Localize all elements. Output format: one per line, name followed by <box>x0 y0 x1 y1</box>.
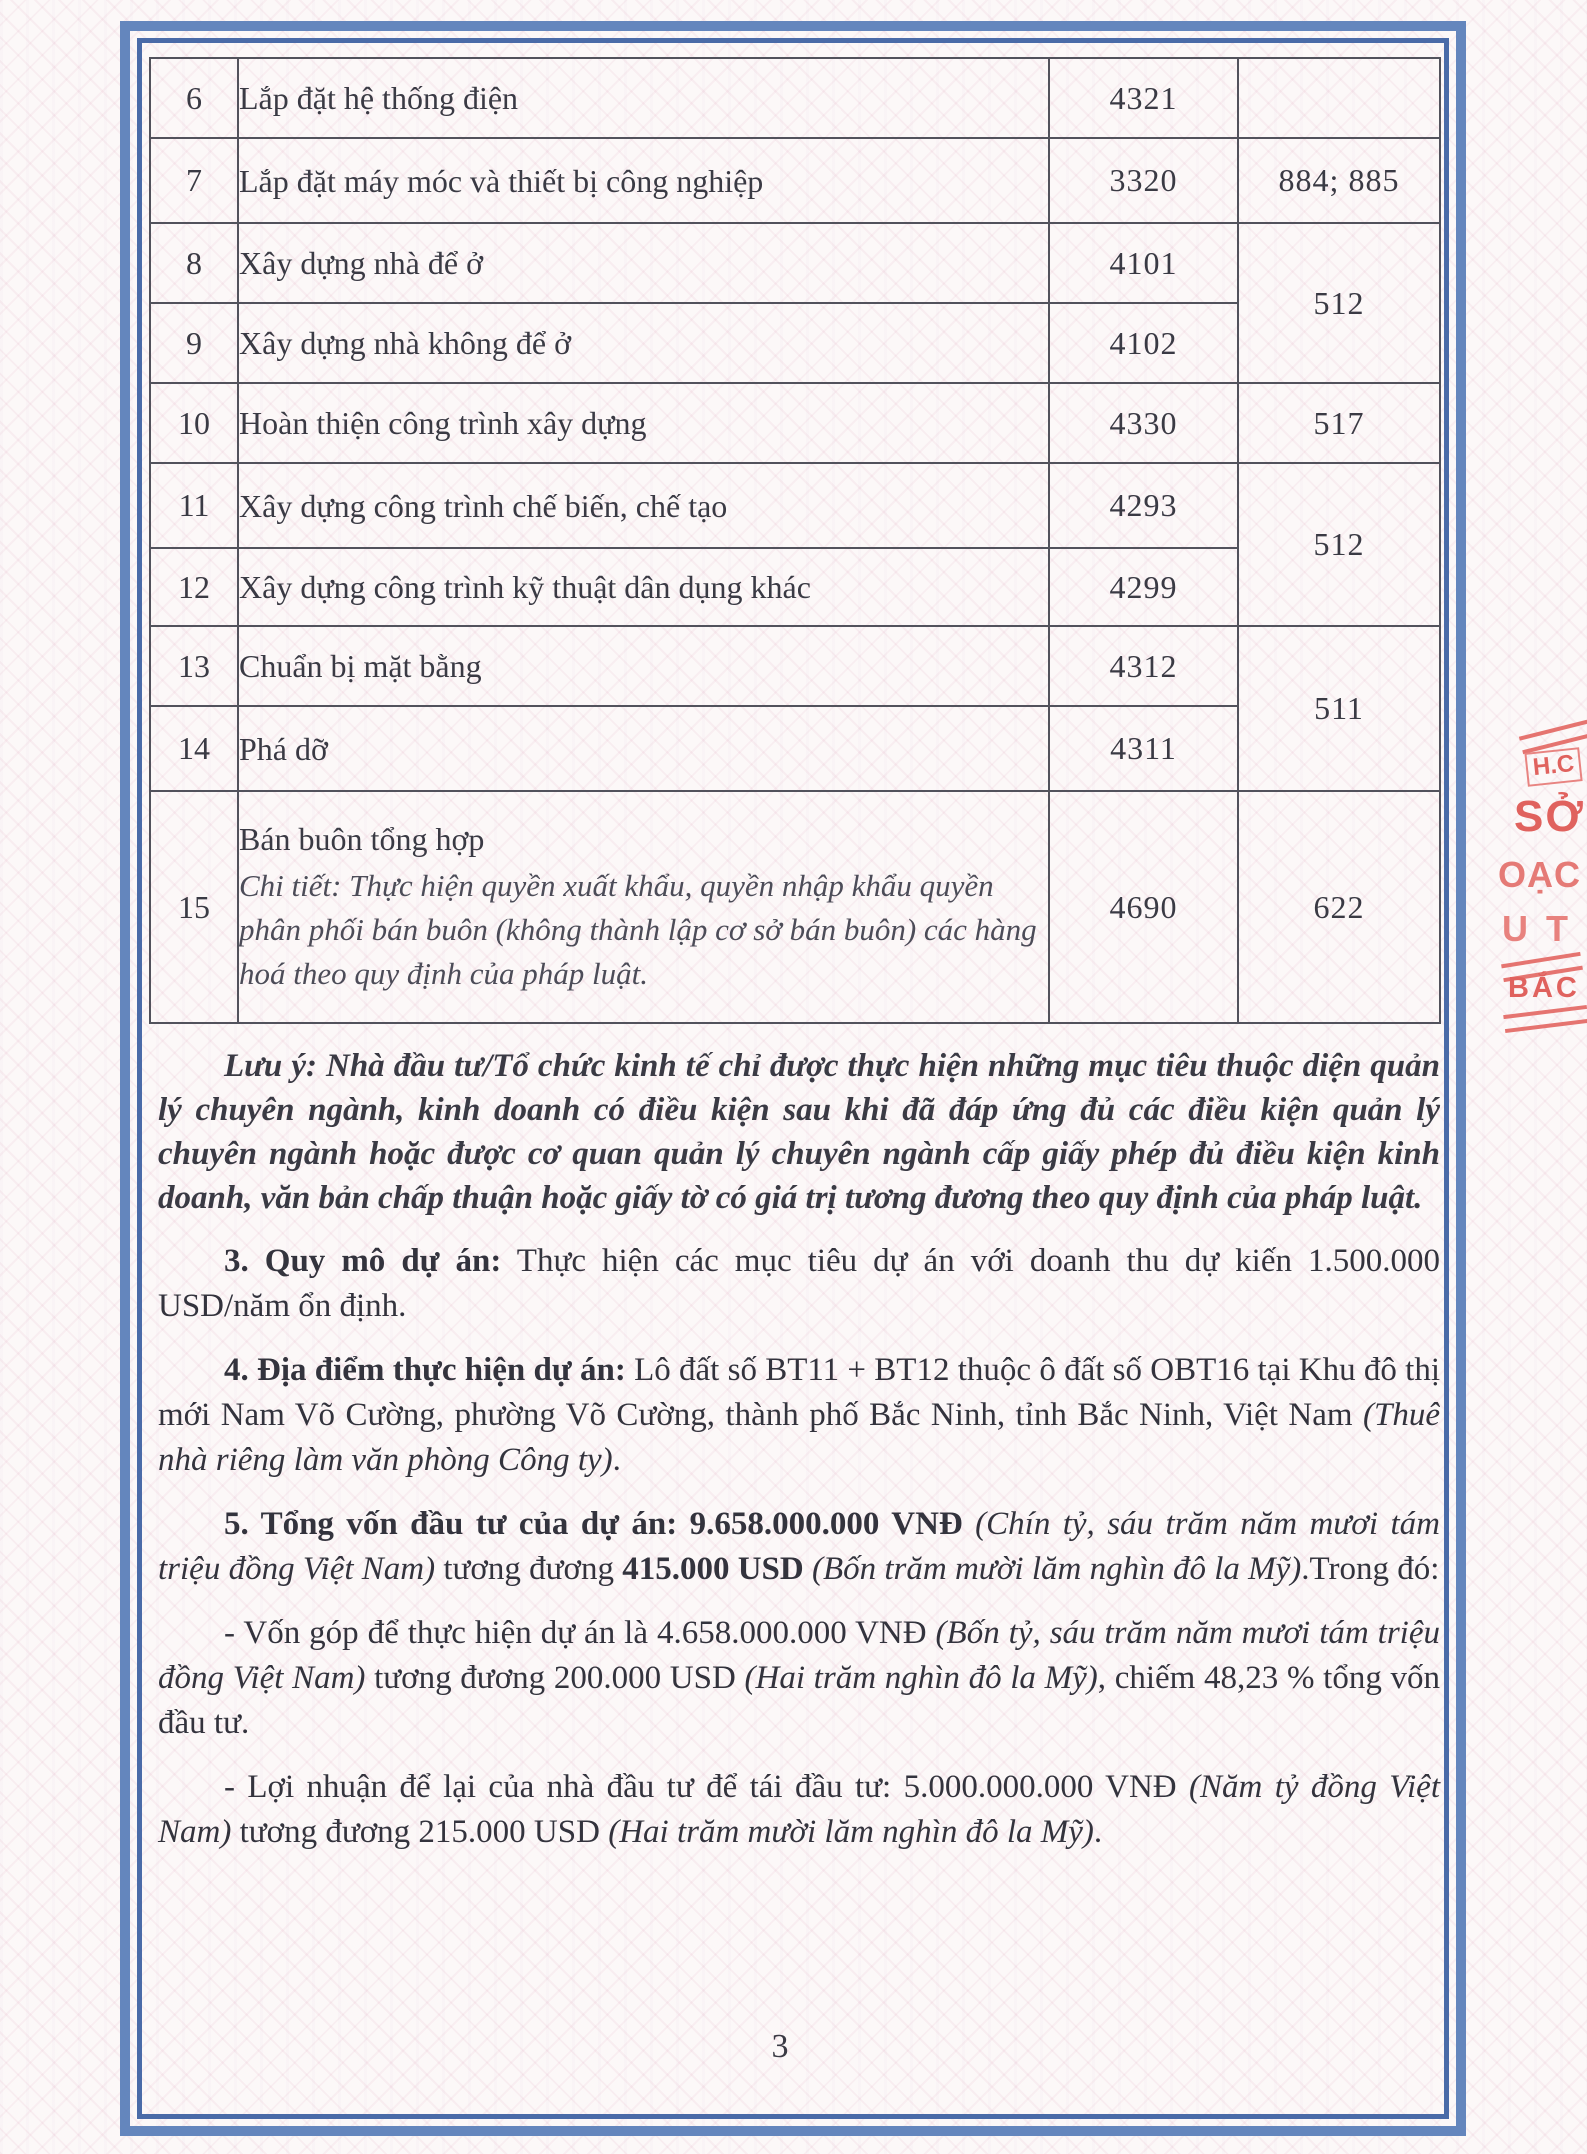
amount-words-vnd: (Bốn tỷ, sáu trăm năm mươi tám triệu đồng Việt Nam) <box>158 1615 1440 1696</box>
table-row <box>150 58 1440 138</box>
business-line-name: Chuẩn bị mặt bằng <box>238 626 1049 706</box>
vsic-code: 4690 <box>1049 791 1238 1023</box>
bullet-text: tương đương 215.000 USD <box>231 1814 609 1850</box>
table-row <box>150 791 1440 1023</box>
vsic-code: 4293 <box>1049 463 1238 548</box>
page-number: 3 <box>771 2028 789 2065</box>
cpc-code: 512 <box>1238 223 1440 383</box>
bullet-text: tương đương 200.000 USD <box>365 1660 745 1696</box>
vsic-code: 4102 <box>1049 303 1238 383</box>
business-line-name: Lắp đặt hệ thống điện <box>238 58 1049 138</box>
vsic-code: 4312 <box>1049 626 1238 706</box>
section-text: .Trong đó: <box>1301 1551 1440 1587</box>
section-label: 4. Địa điểm thực hiện dự án: <box>224 1352 626 1388</box>
section-total-capital <box>158 1502 1440 1592</box>
cpc-code: 884; 885 <box>1238 138 1440 223</box>
bullet-retained-profit <box>158 1765 1440 1855</box>
note-paragraph: Lưu ý: Nhà đầu tư/Tổ chức kinh tế chỉ được thực hiện những mục tiêu thuộc diện quản lý chuyên ngành, kinh doanh có điều kiện sau khi đã đáp ứng đủ các điều kiện quản lý chuyên ngành hoặc được cơ quan quản lý chuyên ngành cấp giấy phép đủ điều kiện kinh doanh, văn bản chấp thuận hoặc giấy tờ có giá trị tương đương theo quy định của pháp luật. <box>158 1048 1440 1216</box>
section-text: tương đương <box>435 1551 623 1587</box>
table-row <box>150 626 1440 706</box>
cpc-code: 511 <box>1238 626 1440 791</box>
section-text: Lô đất số BT11 + BT12 thuộc ô đất số OBT16 tại Khu đô thị mới Nam Võ Cường, phường Võ Cường, thành phố Bắc Ninh, tỉnh Bắc Ninh, Việt Nam <box>158 1352 1440 1433</box>
section-text: Thực hiện các mục tiêu dự án với doanh thu dự kiến 1.500.000 USD/năm ổn định. <box>158 1243 1440 1324</box>
row-number: 7 <box>150 138 238 223</box>
cpc-code: 622 <box>1238 791 1440 1023</box>
row-number: 13 <box>150 626 238 706</box>
business-line-name <box>238 791 1049 1023</box>
vsic-code: 3320 <box>1049 138 1238 223</box>
amount-words-usd: (Hai trăm mười lăm nghìn đô la Mỹ) <box>608 1814 1094 1850</box>
cpc-code: 512 <box>1238 463 1440 626</box>
vsic-code: 4321 <box>1049 58 1238 138</box>
bullet-text: . <box>1093 1814 1103 1850</box>
amount-words-usd: (Hai trăm nghìn đô la Mỹ) <box>744 1660 1098 1696</box>
section-text: . <box>612 1442 621 1478</box>
table-row <box>150 383 1440 463</box>
row-number: 15 <box>150 791 238 1023</box>
row-number: 11 <box>150 463 238 548</box>
stamp-text-fragment: OẠC <box>1498 854 1581 895</box>
section-project-location <box>158 1348 1440 1483</box>
amount-words-vnd: (Chín tỷ, sáu trăm năm mươi tám triệu đồng Việt Nam) <box>158 1506 1440 1587</box>
vsic-code: 4299 <box>1049 548 1238 626</box>
parenthetical-note: (Thuê nhà riêng làm văn phòng Công ty) <box>158 1397 1440 1478</box>
bullet-capital-contribution <box>158 1611 1440 1746</box>
section-project-scale <box>158 1239 1440 1329</box>
business-line-name: Xây dựng công trình chế biến, chế tạo <box>238 463 1049 548</box>
business-lines-table <box>149 57 1441 1024</box>
bullet-text: - Vốn góp để thực hiện dự án là 4.658.000.000 VNĐ <box>224 1615 936 1651</box>
stamp-text-fragment: SỞ <box>1514 792 1585 841</box>
business-line-name: Lắp đặt máy móc và thiết bị công nghiệp <box>238 138 1049 223</box>
row-number: 10 <box>150 383 238 463</box>
table-row <box>150 138 1440 223</box>
official-stamp-fragment <box>1494 726 1587 1016</box>
business-line-name: Xây dựng nhà không để ở <box>238 303 1049 383</box>
vsic-code: 4101 <box>1049 223 1238 303</box>
table-row <box>150 463 1440 548</box>
stamp-arc-bottom <box>1503 1005 1587 1033</box>
business-line-name: Xây dựng nhà để ở <box>238 223 1049 303</box>
table-row <box>150 223 1440 303</box>
section-label: 3. Quy mô dự án: <box>224 1243 502 1279</box>
stamp-text-fragment: H.C <box>1524 747 1583 787</box>
vsic-code: 4330 <box>1049 383 1238 463</box>
business-line-name: Phá dỡ <box>238 706 1049 791</box>
business-line-detail: Chi tiết: Thực hiện quyền xuất khẩu, quyền nhập khẩu quyền phân phối bán buôn (không thành lập cơ sở bán buôn) các hàng hoá theo quy định của pháp luật. <box>239 868 1037 991</box>
cpc-code <box>1238 58 1440 138</box>
section-label: 5. Tổng vốn đầu tư của dự án: <box>224 1506 678 1542</box>
document-body <box>158 1044 1440 1855</box>
row-number: 8 <box>150 223 238 303</box>
row-number: 14 <box>150 706 238 791</box>
vsic-code: 4311 <box>1049 706 1238 791</box>
business-line-name: Hoàn thiện công trình xây dựng <box>238 383 1049 463</box>
stamp-text-fragment: U T <box>1502 908 1572 949</box>
bullet-text: - Lợi nhuận để lại của nhà đầu tư để tái đầu tư: 5.000.000.000 VNĐ <box>224 1769 1190 1805</box>
amount-words-vnd: (Năm tỷ đồng Việt Nam) <box>158 1769 1440 1850</box>
cpc-code: 517 <box>1238 383 1440 463</box>
bullet-text: , chiếm 48,23 % tổng vốn đầu tư. <box>158 1660 1441 1741</box>
business-line-name: Xây dựng công trình kỹ thuật dân dụng khác <box>238 548 1049 626</box>
amount-usd: 415.000 USD <box>622 1551 804 1587</box>
row-number: 6 <box>150 58 238 138</box>
business-line-title: Bán buôn tổng hợp <box>239 821 485 857</box>
amount-vnd: 9.658.000.000 VNĐ <box>677 1506 976 1542</box>
row-number: 12 <box>150 548 238 626</box>
amount-words-usd: (Bốn trăm mười lăm nghìn đô la Mỹ) <box>803 1551 1302 1587</box>
row-number: 9 <box>150 303 238 383</box>
stamp-text-fragment: BẮC <box>1508 972 1580 1004</box>
